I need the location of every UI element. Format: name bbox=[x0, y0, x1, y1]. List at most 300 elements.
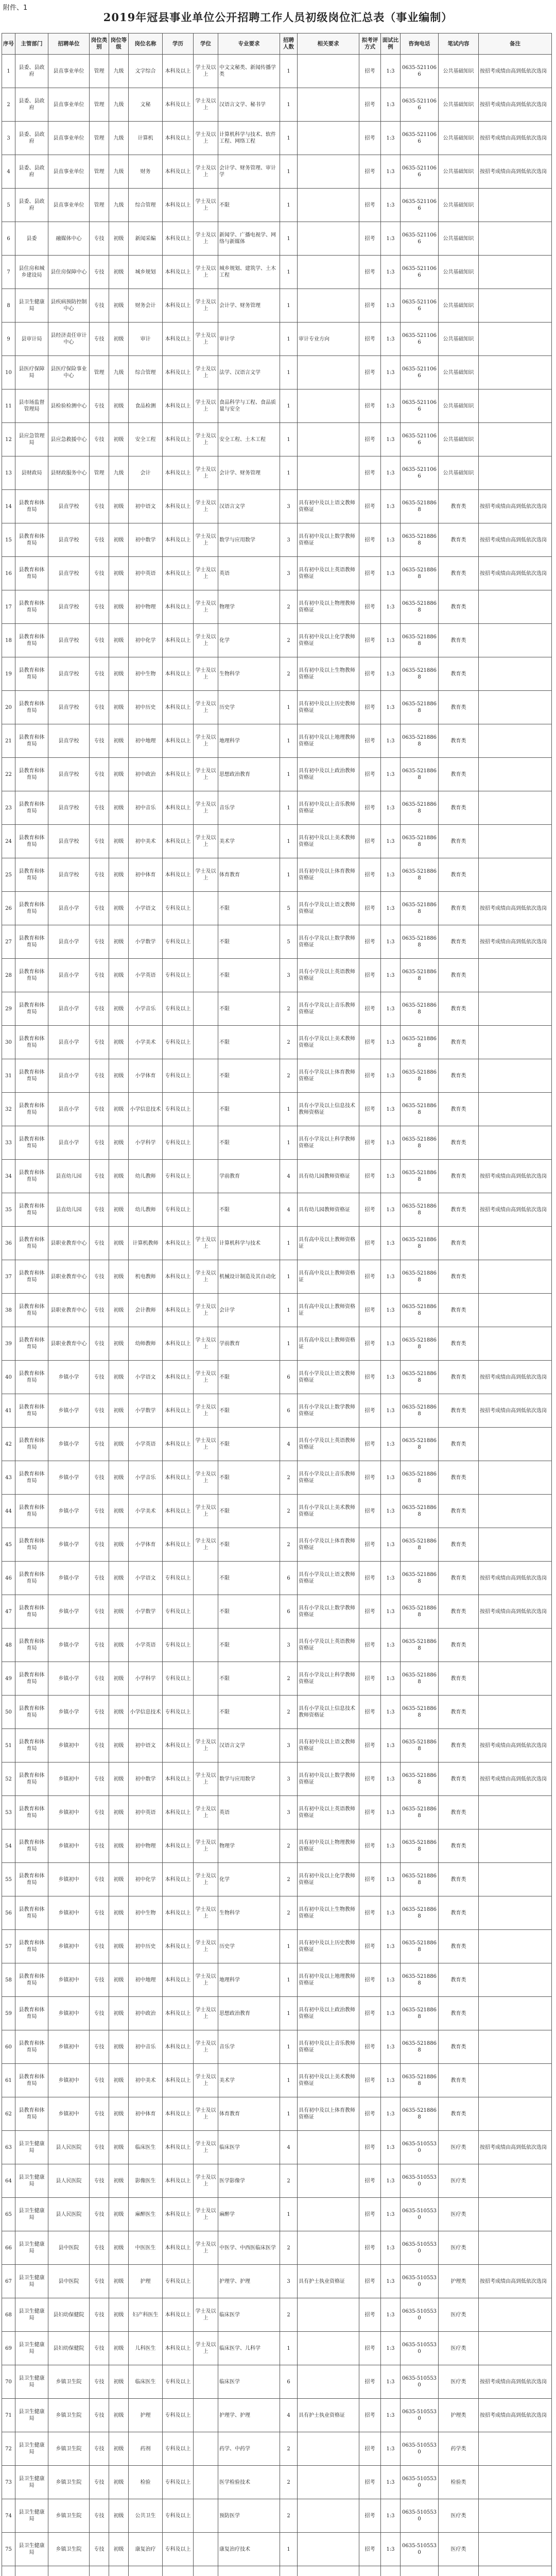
table-cell: 0635-5218868 bbox=[401, 1428, 439, 1461]
table-cell: 11 bbox=[2, 389, 15, 423]
table-cell: 县直事业单位 bbox=[48, 88, 90, 122]
table-cell: 乡镇初中 bbox=[48, 1997, 90, 2030]
table-cell: 医学影像学 bbox=[218, 2164, 280, 2198]
table-cell: 按招考成绩由高到低依次选岗 bbox=[479, 925, 552, 959]
table-cell: 初级 bbox=[109, 389, 129, 423]
table-cell: 学前教育 bbox=[218, 1327, 280, 1361]
table-cell: 具有初中及以上化学教师资格证 bbox=[298, 1863, 359, 1896]
table-cell: 1 bbox=[280, 2097, 298, 2131]
table-cell: 乡镇小学 bbox=[48, 1562, 90, 1595]
table-cell: 1:3 bbox=[381, 1093, 401, 1126]
table-cell: 招考 bbox=[359, 1729, 381, 1762]
table-cell: 不限 bbox=[218, 1126, 280, 1160]
table-cell: 1 bbox=[280, 1997, 298, 2030]
table-cell: 管理 bbox=[90, 155, 109, 189]
table-cell: 具有小学及以上语文教师资格证 bbox=[298, 892, 359, 925]
table-cell: 本科及以上 bbox=[163, 858, 194, 892]
table-cell: 县卫生健康局 bbox=[15, 2466, 48, 2499]
table-cell: 县教育和体育局 bbox=[15, 1093, 48, 1126]
table-cell: 初级 bbox=[109, 1562, 129, 1595]
table-cell: 按招考成绩由高到低依次选岗 bbox=[479, 122, 552, 155]
table-cell: 学士及以上 bbox=[194, 724, 218, 758]
table-cell: 具有高中及以上教师资格证 bbox=[298, 1227, 359, 1260]
table-cell: 本科及以上 bbox=[163, 2030, 194, 2064]
table-cell: 具有初中及以上地理教师资格证 bbox=[298, 724, 359, 758]
table-cell: 县教育和体育局 bbox=[15, 1126, 48, 1160]
table-cell: 教育类 bbox=[439, 1461, 479, 1495]
table-row bbox=[2, 590, 552, 624]
table-cell: 56 bbox=[2, 1896, 15, 1930]
table-cell: 医疗类 bbox=[439, 2164, 479, 2198]
table-row bbox=[2, 456, 552, 490]
table-cell: 县教育和体育局 bbox=[15, 1662, 48, 1696]
table-cell: 招考 bbox=[359, 323, 381, 356]
table-cell bbox=[479, 456, 552, 490]
table-cell: 初级 bbox=[109, 557, 129, 590]
table-cell: 9 bbox=[2, 323, 15, 356]
table-cell: 本科及以上 bbox=[163, 456, 194, 490]
table-cell: 1:3 bbox=[381, 1394, 401, 1428]
table-cell bbox=[479, 1227, 552, 1260]
table-cell: 县教育和体育局 bbox=[15, 557, 48, 590]
table-cell: 专科及以上 bbox=[163, 959, 194, 992]
table-cell: 九级 bbox=[109, 122, 129, 155]
table-cell: 教育类 bbox=[439, 1729, 479, 1762]
table-cell bbox=[194, 1662, 218, 1696]
table-cell: 专技 bbox=[90, 222, 109, 256]
table-cell: 1:3 bbox=[381, 423, 401, 456]
table-cell bbox=[479, 2097, 552, 2131]
table-cell bbox=[479, 624, 552, 657]
table-cell: 初中化学 bbox=[129, 1863, 163, 1896]
table-cell: 招考 bbox=[359, 2332, 381, 2365]
table-cell: 招考 bbox=[359, 456, 381, 490]
table-cell: 专技 bbox=[90, 423, 109, 456]
table-cell: 乡镇初中 bbox=[48, 2064, 90, 2097]
table-cell: 具有初中及以上音乐教师资格证 bbox=[298, 2030, 359, 2064]
table-cell: 学士及以上 bbox=[194, 1863, 218, 1896]
table-cell: 县直小学 bbox=[48, 959, 90, 992]
table-cell: 1 bbox=[280, 1294, 298, 1327]
table-cell: 汉语言文学 bbox=[218, 1729, 280, 1762]
table-cell: 学士及以上 bbox=[194, 423, 218, 456]
table-cell: 县教育和体育局 bbox=[15, 1260, 48, 1294]
table-cell bbox=[194, 959, 218, 992]
table-cell: 县教育和体育局 bbox=[15, 1863, 48, 1896]
header-cell: 面试比例 bbox=[381, 33, 401, 55]
table-cell: 招考 bbox=[359, 1327, 381, 1361]
table-cell: 1:3 bbox=[381, 2533, 401, 2566]
table-cell: 县检验检测中心 bbox=[48, 389, 90, 423]
header-cell: 学位 bbox=[194, 33, 218, 55]
table-cell: 36 bbox=[2, 1227, 15, 1260]
table-row bbox=[2, 1997, 552, 2030]
table-cell: 小学英语 bbox=[129, 959, 163, 992]
table-cell: 0635-5211066 bbox=[401, 389, 439, 423]
table-cell: 教育类 bbox=[439, 1260, 479, 1294]
table-cell: 1:3 bbox=[381, 1829, 401, 1863]
table-cell: 招考 bbox=[359, 122, 381, 155]
table-cell: 具有初中及以上地理教师资格证 bbox=[298, 1963, 359, 1997]
table-cell: 专技 bbox=[90, 2265, 109, 2298]
table-cell: 医疗类 bbox=[439, 2198, 479, 2231]
table-cell: 美术学 bbox=[218, 825, 280, 858]
table-cell: 49 bbox=[2, 1662, 15, 1696]
table-cell: 具有高中及以上教师资格证 bbox=[298, 1327, 359, 1361]
table-row bbox=[2, 1093, 552, 1126]
table-cell: 1:3 bbox=[381, 2499, 401, 2533]
table-cell: 0635-5218868 bbox=[401, 1193, 439, 1227]
table-cell: 1 bbox=[280, 724, 298, 758]
table-cell: 教育类 bbox=[439, 1026, 479, 1059]
table-cell: 本科及以上 bbox=[163, 1361, 194, 1394]
table-cell: 小学科学 bbox=[129, 1662, 163, 1696]
table-cell bbox=[298, 2432, 359, 2466]
table-cell: 不限 bbox=[218, 1361, 280, 1394]
table-cell: 招考 bbox=[359, 1227, 381, 1260]
table-cell: 学士及以上 bbox=[194, 2231, 218, 2265]
table-cell: 县直小学 bbox=[48, 1026, 90, 1059]
table-cell: 县教育和体育局 bbox=[15, 1729, 48, 1762]
table-cell: 教育类 bbox=[439, 724, 479, 758]
table-row bbox=[2, 256, 552, 289]
table-cell: 1:3 bbox=[381, 557, 401, 590]
table-cell: 招考 bbox=[359, 825, 381, 858]
table-cell: 县教育和体育局 bbox=[15, 858, 48, 892]
table-cell: 汉语言文学、秘书学 bbox=[218, 88, 280, 122]
table-row bbox=[2, 2533, 552, 2566]
table-cell: 招考 bbox=[359, 356, 381, 389]
table-cell: 47 bbox=[2, 1595, 15, 1629]
table-cell: 具有初中及以上数学教师资格证 bbox=[298, 1762, 359, 1796]
table-cell: 专技 bbox=[90, 2533, 109, 2566]
table-cell: 1 bbox=[280, 1327, 298, 1361]
table-cell: 本科及以上 bbox=[163, 55, 194, 88]
table-cell: 招考 bbox=[359, 1997, 381, 2030]
table-cell: 0635-5218868 bbox=[401, 791, 439, 825]
table-cell: 管理 bbox=[90, 55, 109, 88]
table-cell: 审计学 bbox=[218, 323, 280, 356]
table-cell: 1:3 bbox=[381, 2064, 401, 2097]
table-cell: 0635-5218868 bbox=[401, 892, 439, 925]
table-cell bbox=[439, 2566, 479, 2576]
table-cell: 2 bbox=[280, 624, 298, 657]
table-cell: 县直学校 bbox=[48, 791, 90, 825]
table-cell: 2 bbox=[280, 992, 298, 1026]
table-cell: 药学、中药学 bbox=[218, 2432, 280, 2466]
table-cell: 初级 bbox=[109, 892, 129, 925]
table-cell: 县妇幼保健院 bbox=[48, 2332, 90, 2365]
table-cell: 0635-5218868 bbox=[401, 1461, 439, 1495]
table-cell: 1:3 bbox=[381, 155, 401, 189]
table-cell: 初中体育 bbox=[129, 2097, 163, 2131]
table-cell: 1 bbox=[280, 858, 298, 892]
header-row bbox=[2, 33, 552, 55]
table-cell: 音乐学 bbox=[218, 791, 280, 825]
table-cell: 初级 bbox=[109, 724, 129, 758]
table-cell: 2 bbox=[280, 2466, 298, 2499]
table-cell: 学士及以上 bbox=[194, 2164, 218, 2198]
table-cell: 招考 bbox=[359, 1963, 381, 1997]
table-cell: 具有小学及以上科学教师资格证 bbox=[298, 1662, 359, 1696]
table-row bbox=[2, 2164, 552, 2198]
table-cell: 招考 bbox=[359, 624, 381, 657]
table-cell: 学士及以上 bbox=[194, 456, 218, 490]
table-cell: 县人民医院 bbox=[48, 2164, 90, 2198]
table-cell: 县教育和体育局 bbox=[15, 1963, 48, 1997]
table-cell: 初级 bbox=[109, 2231, 129, 2265]
table-cell: 招考 bbox=[359, 959, 381, 992]
table-cell: 县教育和体育局 bbox=[15, 1059, 48, 1093]
table-row bbox=[2, 1629, 552, 1662]
table-cell: 招考 bbox=[359, 2298, 381, 2332]
table-cell: 1 bbox=[280, 2198, 298, 2231]
table-cell: 专科及以上 bbox=[163, 1629, 194, 1662]
table-cell: 本科及以上 bbox=[163, 2198, 194, 2231]
table-cell bbox=[298, 189, 359, 222]
table-cell: 按招考成绩由高到低依次选岗 bbox=[479, 2265, 552, 2298]
table-cell: 招考 bbox=[359, 1562, 381, 1595]
table-cell: 初级 bbox=[109, 1126, 129, 1160]
table-cell: 中医学、中西医临床医学 bbox=[218, 2231, 280, 2265]
table-cell: 县卫生健康局 bbox=[15, 2265, 48, 2298]
table-cell: 专技 bbox=[90, 1461, 109, 1495]
table-cell: 1 bbox=[280, 189, 298, 222]
table-cell: 72 bbox=[2, 2432, 15, 2466]
table-cell: 九级 bbox=[109, 88, 129, 122]
table-cell: 3 bbox=[280, 490, 298, 523]
table-cell bbox=[479, 791, 552, 825]
table-cell: 本科及以上 bbox=[163, 657, 194, 691]
table-cell bbox=[479, 1662, 552, 1696]
table-cell: 不限 bbox=[218, 959, 280, 992]
table-cell: 乡镇小学 bbox=[48, 1495, 90, 1528]
table-cell: 县住房保障中心 bbox=[48, 256, 90, 289]
table-cell: 专技 bbox=[90, 323, 109, 356]
table-cell: 招考 bbox=[359, 423, 381, 456]
table-cell: 1:3 bbox=[381, 1562, 401, 1595]
table-cell: 0635-5218868 bbox=[401, 1662, 439, 1696]
table-cell: 1 bbox=[280, 155, 298, 189]
table-cell: 学士及以上 bbox=[194, 2097, 218, 2131]
table-cell: 22 bbox=[2, 758, 15, 791]
table-cell: 29 bbox=[2, 992, 15, 1026]
table-cell: 1 bbox=[280, 2064, 298, 2097]
table-cell: 文字综合 bbox=[129, 55, 163, 88]
table-cell: 5 bbox=[2, 189, 15, 222]
table-row bbox=[2, 389, 552, 423]
table-cell: 按招考成绩由高到低依次选岗 bbox=[479, 1394, 552, 1428]
table-cell bbox=[479, 289, 552, 323]
table-cell: 乡镇初中 bbox=[48, 1930, 90, 1963]
table-cell: 具有初中及以上体育教师资格证 bbox=[298, 2097, 359, 2131]
table-cell: 初级 bbox=[109, 2030, 129, 2064]
table-cell bbox=[298, 2332, 359, 2365]
table-row bbox=[2, 2097, 552, 2131]
table-cell: 专技 bbox=[90, 1026, 109, 1059]
table-cell: 1 bbox=[280, 1930, 298, 1963]
table-cell: 专技 bbox=[90, 2097, 109, 2131]
table-cell: 临床医学 bbox=[218, 2298, 280, 2332]
table-cell: 专技 bbox=[90, 1662, 109, 1696]
table-cell bbox=[298, 2164, 359, 2198]
table-cell: 初级 bbox=[109, 1394, 129, 1428]
table-cell: 县教育和体育局 bbox=[15, 1829, 48, 1863]
table-cell: 小学语文 bbox=[129, 892, 163, 925]
table-cell: 1:3 bbox=[381, 189, 401, 222]
table-cell: 1:3 bbox=[381, 1762, 401, 1796]
table-cell: 县教育和体育局 bbox=[15, 1528, 48, 1562]
table-cell: 1:3 bbox=[381, 356, 401, 389]
table-cell: 县直学校 bbox=[48, 590, 90, 624]
table-row bbox=[2, 1193, 552, 1227]
table-cell: 1 bbox=[280, 758, 298, 791]
table-cell: 初级 bbox=[109, 1729, 129, 1762]
header-cell: 专业要求 bbox=[218, 33, 280, 55]
table-cell: 教育类 bbox=[439, 1930, 479, 1963]
table-cell: 招考 bbox=[359, 2466, 381, 2499]
table-cell: 本科及以上 bbox=[163, 256, 194, 289]
table-cell: 乡镇初中 bbox=[48, 1796, 90, 1829]
table-cell: 24 bbox=[2, 825, 15, 858]
table-cell: 具有初中及以上物理教师资格证 bbox=[298, 1829, 359, 1863]
table-cell: 检验 bbox=[129, 2466, 163, 2499]
table-cell: 43 bbox=[2, 1461, 15, 1495]
table-cell: 1 bbox=[280, 55, 298, 88]
table-cell: 初级 bbox=[109, 2533, 129, 2566]
table-cell: 不限 bbox=[218, 1595, 280, 1629]
table-cell: 1:3 bbox=[381, 1595, 401, 1629]
table-cell bbox=[194, 2533, 218, 2566]
table-cell: 14 bbox=[2, 490, 15, 523]
table-cell: 新闻学、广播电视学、网络与新媒体 bbox=[218, 222, 280, 256]
table-cell: 38 bbox=[2, 1294, 15, 1327]
table-cell: 专技 bbox=[90, 691, 109, 724]
table-cell: 学前教育 bbox=[218, 1160, 280, 1193]
table-cell: 1 bbox=[280, 2533, 298, 2566]
table-cell: 乡镇初中 bbox=[48, 1829, 90, 1863]
table-cell bbox=[479, 1963, 552, 1997]
table-cell bbox=[479, 959, 552, 992]
table-cell: 招考 bbox=[359, 1394, 381, 1428]
table-cell: 学士及以上 bbox=[194, 1729, 218, 1762]
table-cell: 专技 bbox=[90, 758, 109, 791]
table-cell: 0635-5218868 bbox=[401, 758, 439, 791]
table-cell bbox=[479, 2566, 552, 2576]
table-cell: 本科及以上 bbox=[163, 825, 194, 858]
table-cell bbox=[194, 1059, 218, 1093]
table-row bbox=[2, 1059, 552, 1093]
table-cell: 音乐学 bbox=[218, 2030, 280, 2064]
table-cell: 学士及以上 bbox=[194, 1428, 218, 1461]
table-cell: 初级 bbox=[109, 1026, 129, 1059]
table-cell: 16 bbox=[2, 557, 15, 590]
table-cell: 27 bbox=[2, 925, 15, 959]
table-cell: 不限 bbox=[218, 925, 280, 959]
table-cell: 公共基础知识 bbox=[439, 256, 479, 289]
table-cell bbox=[479, 1629, 552, 1662]
table-cell bbox=[479, 657, 552, 691]
table-row bbox=[2, 1896, 552, 1930]
table-cell: 九级 bbox=[109, 456, 129, 490]
table-row bbox=[2, 1361, 552, 1394]
table-cell: 按招考成绩由高到低依次选岗 bbox=[479, 2399, 552, 2432]
table-row bbox=[2, 2131, 552, 2164]
table-cell: 小学英语 bbox=[129, 1629, 163, 1662]
table-cell: 学士及以上 bbox=[194, 791, 218, 825]
table-cell: 小学语文 bbox=[129, 1562, 163, 1595]
table-row bbox=[2, 1461, 552, 1495]
table-cell: 0635-5218868 bbox=[401, 1327, 439, 1361]
table-cell: 1:3 bbox=[381, 825, 401, 858]
table-cell: 专科及以上 bbox=[163, 892, 194, 925]
table-cell: 6 bbox=[280, 1595, 298, 1629]
table-cell: 1 bbox=[280, 289, 298, 323]
table-cell: 教育类 bbox=[439, 791, 479, 825]
table-cell: 71 bbox=[2, 2399, 15, 2432]
table-cell: 1:3 bbox=[381, 1796, 401, 1829]
table-cell: 招考 bbox=[359, 557, 381, 590]
table-cell: 专技 bbox=[90, 2231, 109, 2265]
table-cell: 1:3 bbox=[381, 2298, 401, 2332]
table-cell: 2 bbox=[280, 1863, 298, 1896]
table-cell: 小学美术 bbox=[129, 1495, 163, 1528]
table-cell: 小学音乐 bbox=[129, 992, 163, 1026]
table-cell: 不限 bbox=[218, 1193, 280, 1227]
table-cell: 教育类 bbox=[439, 1227, 479, 1260]
table-cell: 初级 bbox=[109, 2332, 129, 2365]
table-cell: 招考 bbox=[359, 1026, 381, 1059]
table-cell: 具有初中及以上数学教师资格证 bbox=[298, 523, 359, 557]
table-cell: 教育类 bbox=[439, 2097, 479, 2131]
table-cell: 招考 bbox=[359, 1461, 381, 1495]
table-cell: 县委、县政府 bbox=[15, 55, 48, 88]
table-cell: 县教育和体育局 bbox=[15, 2030, 48, 2064]
table-cell: 专技 bbox=[90, 992, 109, 1026]
table-cell: 不限 bbox=[218, 1428, 280, 1461]
table-cell: 九级 bbox=[109, 356, 129, 389]
table-cell: 初级 bbox=[109, 2064, 129, 2097]
table-cell: 74 bbox=[2, 2499, 15, 2533]
table-cell bbox=[479, 590, 552, 624]
table-cell: 学士及以上 bbox=[194, 289, 218, 323]
table-cell: 0635-5218868 bbox=[401, 1495, 439, 1528]
table-cell: 招考 bbox=[359, 155, 381, 189]
table-cell: 初级 bbox=[109, 1327, 129, 1361]
table-cell: 初级 bbox=[109, 323, 129, 356]
table-cell: 0635-5211066 bbox=[401, 122, 439, 155]
table-cell: 本科及以上 bbox=[163, 323, 194, 356]
table-cell: 综合管理 bbox=[129, 356, 163, 389]
table-cell: 具有小学及以上音乐教师资格证 bbox=[298, 992, 359, 1026]
table-cell: 不限 bbox=[218, 1059, 280, 1093]
table-cell: 1:3 bbox=[381, 122, 401, 155]
table-cell: 九级 bbox=[109, 155, 129, 189]
table-cell: 县人民医院 bbox=[48, 2131, 90, 2164]
table-cell: 乡镇小学 bbox=[48, 1528, 90, 1562]
table-cell: 1:3 bbox=[381, 456, 401, 490]
recruitment-table-wrapper bbox=[2, 33, 551, 2576]
table-cell: 52 bbox=[2, 1762, 15, 1796]
table-cell: 专技 bbox=[90, 1896, 109, 1930]
table-cell: 初级 bbox=[109, 2399, 129, 2432]
table-cell: 初级 bbox=[109, 2466, 129, 2499]
table-cell: 具有初中及以上语文教师资格证 bbox=[298, 490, 359, 523]
table-cell: 61 bbox=[2, 2064, 15, 2097]
table-cell: 初中生物 bbox=[129, 1896, 163, 1930]
table-cell: 专技 bbox=[90, 1729, 109, 1762]
table-cell: 会计学、财务管理 bbox=[218, 456, 280, 490]
